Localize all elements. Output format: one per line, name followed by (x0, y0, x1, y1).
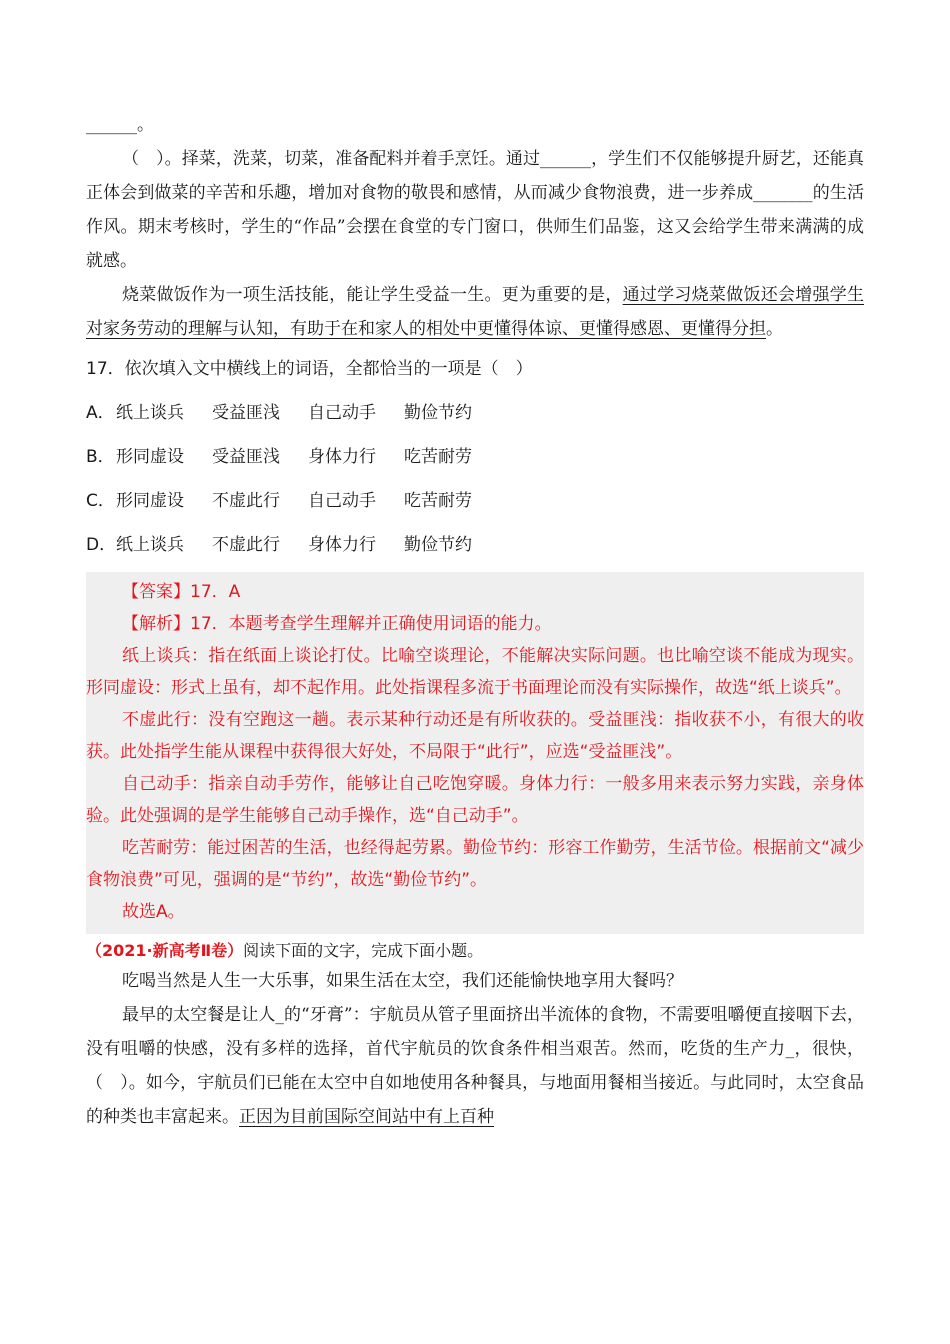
blank-line: ______。 (86, 115, 154, 135)
analysis-paragraph: 吃苦耐劳：能过困苦的生活，也经得起劳累。勤俭节约：形容工作勤劳，生活节俭。根据前文“减少食物浪费”可见，强调的是“节约”，故选“勤俭节约”。 (86, 838, 864, 890)
option-word: 不虚此行 (212, 535, 280, 555)
option-word: 自己动手 (308, 403, 376, 423)
option-word: 吃苦耐劳 (404, 491, 472, 511)
passage-paragraph: （ ）。择菜，洗菜，切菜，准备配料并着手烹饪。通过______，学生们不仅能够提升厨艺，还能真正体会到做菜的辛苦和乐趣，增加对食物的敬畏和感情，从而减少食物浪费，进一步养成_______的生活作风。期末考核时，学生的“作品”会摆在食堂的专门窗口，供师生们品鉴，这又会给学生带来满满的成就感。 (86, 149, 864, 271)
option-word: 形同虚设 (116, 447, 184, 467)
option-word: 身体力行 (308, 535, 376, 555)
option-word: 身体力行 (308, 447, 376, 467)
option-label: C． (86, 491, 115, 511)
option-d[interactable] (86, 534, 864, 556)
answer-line: 【答案】17．A (122, 582, 241, 602)
option-word: 形同虚设 (116, 491, 184, 511)
option-word: 受益匪浅 (212, 447, 280, 467)
document-page (86, 108, 864, 1134)
analysis-paragraph: 不虚此行：没有空跑这一趟。表示某种行动还是有所收获的。受益匪浅：指收获不小，有很大的收获。此处指学生能从课程中获得很大好处，不局限于“此行”，应选“受益匪浅”。 (86, 710, 864, 762)
section-instruction: 阅读下面的文字，完成下面小题。 (243, 941, 484, 960)
option-word: 自己动手 (308, 491, 376, 511)
passage-paragraph: 吃喝当然是人生一大乐事，如果生活在太空，我们还能愉快地享用大餐吗？ (122, 971, 683, 991)
section-header (86, 938, 864, 964)
option-label: B． (86, 447, 115, 467)
analysis-line: 【解析】17．本题考查学生理解并正确使用词语的能力。 (122, 614, 552, 634)
option-word: 不虚此行 (212, 491, 280, 511)
passage-text: 最早的太空餐是让人_的“牙膏”：宇航员从管子里面挤出半流体的食物，不需要咀嚼便直接咽下去，没有咀嚼的快感，没有多样的选择，首代宇航员的饮食条件相当艰苦。然而，吃货的生产力_，很快，（ ）。如今，宇航员们已能在太空中自如地使用各种餐具，与地面用餐相当接近。与此同时，太空食品的种类也丰富起来。 (86, 1005, 864, 1127)
option-a[interactable] (86, 402, 864, 424)
passage-text: 烧菜做饭作为一项生活技能，能让学生受益一生。更为重要的是， (122, 285, 623, 305)
option-word: 纸上谈兵 (116, 535, 184, 555)
analysis-conclusion: 故选A。 (122, 902, 185, 922)
option-word: 勤俭节约 (404, 403, 472, 423)
passage-paragraph (86, 998, 864, 1134)
answer-box (86, 572, 864, 934)
option-word: 受益匪浅 (212, 403, 280, 423)
analysis-paragraph: 纸上谈兵：指在纸面上谈论打仗。比喻空谈理论，不能解决实际问题。也比喻空谈不能成为现实。形同虚设：形式上虽有，却不起作用。此处指课程多流于书面理论而没有实际操作，故选“纸上谈兵”。 (86, 646, 864, 698)
option-label: D． (86, 535, 117, 555)
option-c[interactable] (86, 490, 864, 512)
option-word: 吃苦耐劳 (404, 447, 472, 467)
option-word: 勤俭节约 (404, 535, 472, 555)
option-label: A． (86, 403, 115, 423)
passage-text: 。 (766, 319, 783, 339)
underlined-sentence: 正因为目前国际空间站中有上百种 (239, 1107, 494, 1127)
passage-paragraph (86, 278, 864, 346)
option-b[interactable] (86, 446, 864, 468)
underlined-sentence: 通过学习烧菜做饭还会增强学生对家务劳动的理解与认知，有助于在和家人的相处中更懂得体谅、更懂得感恩、更懂得分担 (86, 285, 865, 339)
source-year: （2021·新高考Ⅱ卷） (86, 941, 244, 960)
analysis-paragraph: 自己动手：指亲自动手劳作，能够让自己吃饱穿暖。身体力行：一般多用来表示努力实践，亲身体验。此处强调的是学生能够自己动手操作，选“自己动手”。 (86, 774, 864, 826)
question-stem: 17．依次填入文中横线上的词语，全都恰当的一项是（ ） (86, 359, 533, 379)
option-word: 纸上谈兵 (116, 403, 184, 423)
